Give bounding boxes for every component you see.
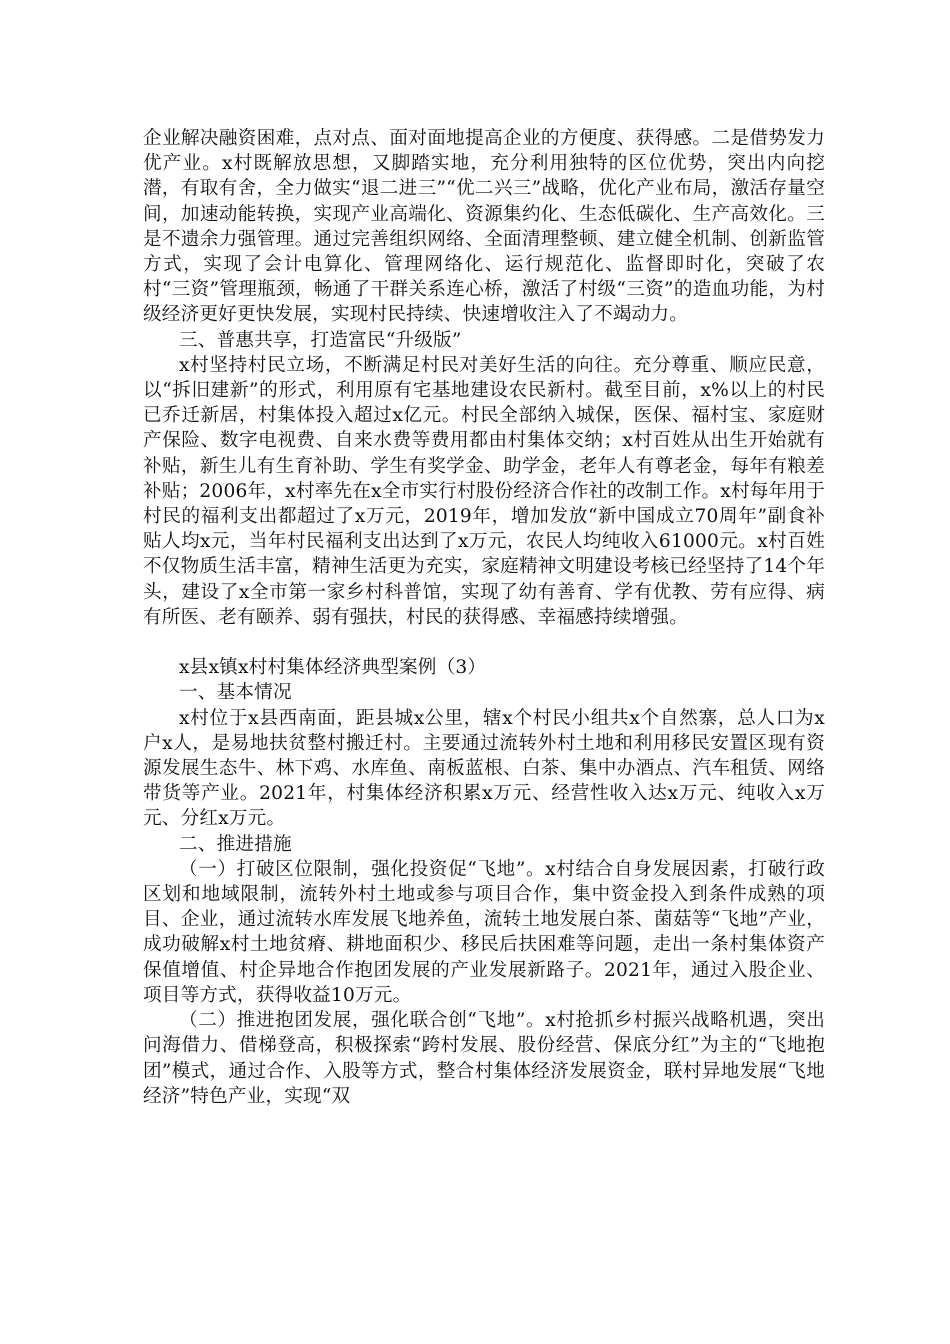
document-page — [143, 126, 825, 1109]
section-heading-basic-situation: 一、基本情况 — [179, 682, 292, 704]
blank-line — [143, 630, 825, 655]
section-heading-measures: 二、推进措施 — [179, 833, 292, 855]
case-title: x县x镇x村村集体经济典型案例（3） — [179, 657, 487, 679]
section-heading-shared-prosperity: 三、普惠共享，打造富民“升级版” — [179, 329, 462, 351]
paragraph-measure-one: （一）打破区位限制，强化投资促“飞地”。x村结合自身发展因素，打破行政区划和地域限制，流转外村土地或参与项目合作，集中资金投入到条件成熟的项目、企业，通过流转水库发展飞地养鱼，流转土地发展白茶、菌菇等“飞地”产业，成功破解x村土地贫瘠、耕地面积少、移民后扶困难等问题，走出一条村集体资产保值增值、村企异地合作抱团发展的产业发展新路子。2021年，通过入股企业、项目等方式，获得收益10万元。 — [143, 858, 825, 1006]
paragraph-villager-welfare: x村坚持村民立场，不断满足村民对美好生活的向往。充分尊重、顺应民意，以“拆旧建新”的形式，利用原有宅基地建设农民新村。截至目前，x%以上的村民已乔迁新居，村集体投入超过x亿元。村民全部纳入城保，医保、福村宝、家庭财产保险、数字电视费、自来水费等费用都由村集体交纳；x村百姓从出生开始就有补贴，新生儿有生育补助、学生有奖学金、助学金，老年人有尊老金，每年有粮差补贴；2006年，x村率先在x全市实行村股份经济合作社的改制工作。x村每年用于村民的福利支出都超过了x万元，2019年，增加发放“新中国成立70周年”副食补贴人均x元，当年村民福利支出达到了x万元，农民人均纯收入61000元。x村百姓不仅物质生活丰富，精神生活更为充实，家庭精神文明建设考核已经坚持了14个年头，建设了x全市第一家乡村科普馆，实现了幼有善育、学有优教、劳有应得、病有所医、老有颐养、弱有强扶，村民的获得感、幸福感持续增强。 — [143, 354, 825, 628]
paragraph-basic-situation: x村位于x县西南面，距县城x公里，辖x个村民小组共x个自然寨，总人口为x户x人，是易地扶贫整村搬迁村。主要通过流转外村土地和利用移民安置区现有资源发展生态牛、林下鸡、水库鱼、南板蓝根、白茶、集中办酒点、汽车租赁、网络带货等产业。2021年，村集体经济积累x万元、经营性收入达x万元、纯收入x万元、分红x万元。 — [143, 707, 825, 830]
paragraph-financing-industry-management: 企业解决融资困难，点对点、面对面地提高企业的方便度、获得感。二是借势发力优产业。x村既解放思想，又脚踏实地，充分利用独特的区位优势，突出内向挖潜，有取有舍，全力做实“退二进三”“优二兴三”战略，优化产业布局，激活存量空间，加速动能转换，实现产业高端化、资源集约化、生态低碳化、生产高效化。三是不遗余力强管理。通过完善组织网络、全面清理整顿、建立健全机制、创新监管方式，实现了会计电算化、管理网络化、运行规范化、监督即时化，突破了农村“三资”管理瓶颈，畅通了干群关系连心桥，激活了村级“三资”的造血功能，为村级经济更好更快发展，实现村民持续、快速增收注入了不竭动力。 — [143, 128, 825, 326]
paragraph-measure-two: （二）推进抱团发展，强化联合创“飞地”。x村抢抓乡村振兴战略机遇，突出问海借力、借梯登高，积极探索“跨村发展、股份经营、保底分红”为主的“飞地抱团”模式，通过合作、入股等方式，整合村集体经济发展资金，联村异地发展“飞地经济”特色产业，实现“双 — [143, 1010, 825, 1107]
